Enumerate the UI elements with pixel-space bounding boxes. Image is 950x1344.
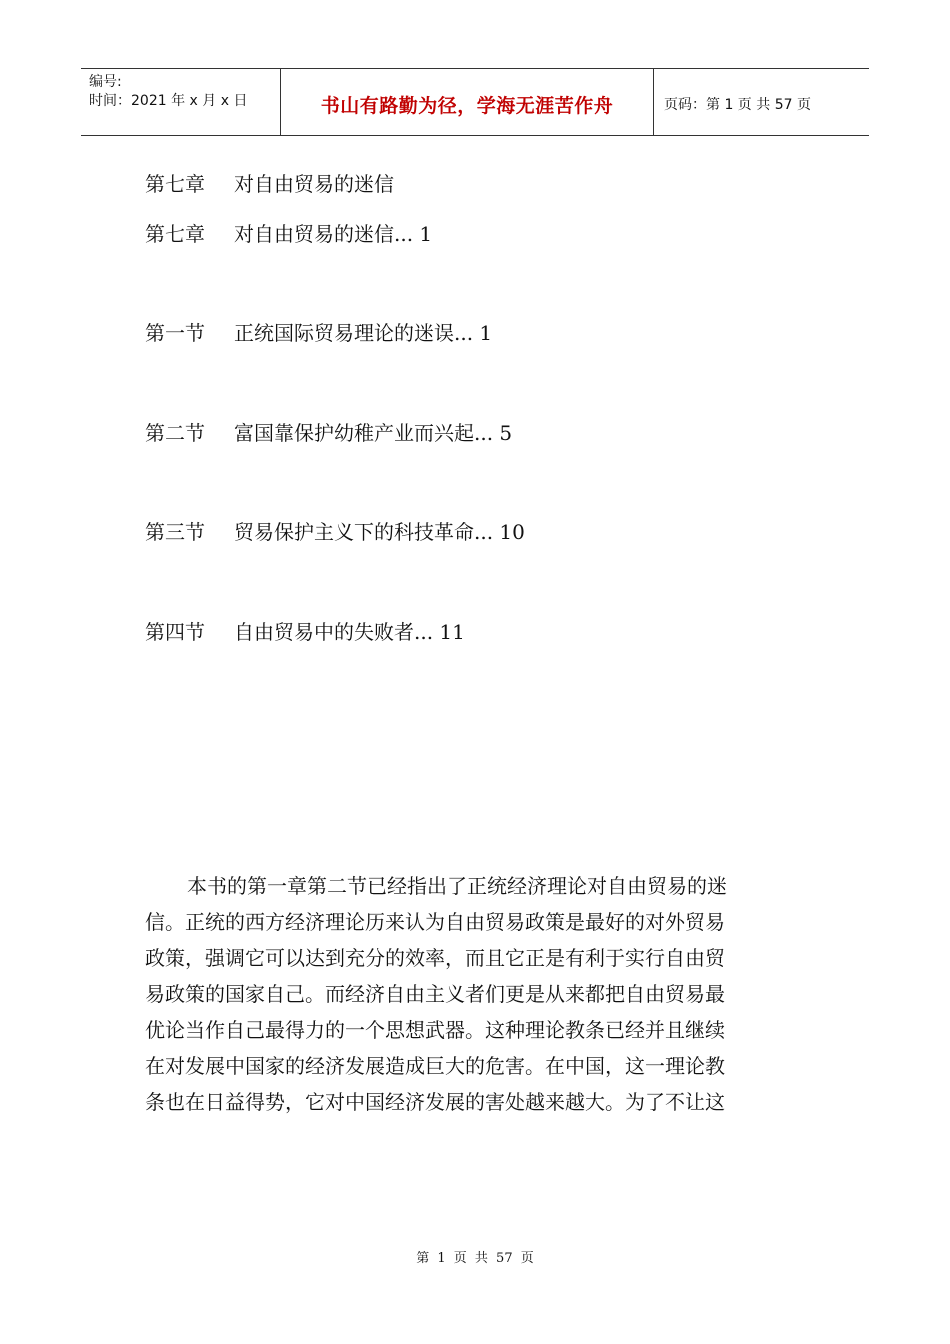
paragraph-line: 易政策的国家自己。而经济自由主义者们更是从来都把自由贸易最 <box>145 982 725 1006</box>
paragraph-line: 优论当作自己最得力的一个思想武器。这种理论教条已经并且继续 <box>145 1018 725 1042</box>
body-paragraph <box>145 868 807 1120</box>
chapter-number: 第七章 <box>145 172 205 196</box>
toc-entry-text: 富国靠保护幼稚产业而兴起... 5 <box>234 421 513 445</box>
page-header <box>81 68 869 136</box>
toc-entry[interactable] <box>145 519 525 545</box>
toc-entry[interactable] <box>145 619 465 645</box>
toc-entry[interactable] <box>145 320 492 346</box>
header-meta <box>81 69 281 135</box>
paragraph-line: 在对发展中国家的经济发展造成巨大的危害。在中国，这一理论教 <box>145 1054 725 1078</box>
toc-entry-text: 贸易保护主义下的科技革命... 10 <box>234 520 525 544</box>
paragraph-line: 信。正统的西方经济理论历来认为自由贸易政策是最好的对外贸易 <box>145 910 725 934</box>
toc-entry-label: 第二节 <box>145 421 205 445</box>
header-motto: 书山有路勤为径，学海无涯苦作舟 <box>281 69 654 135</box>
toc-entry-label: 第一节 <box>145 321 205 345</box>
document-number: 编号: <box>89 74 122 90</box>
header-page-info: 页码：第 1 页 共 57 页 <box>664 97 811 113</box>
paragraph-line: 政策，强调它可以达到充分的效率，而且它正是有利于实行自由贸 <box>145 946 725 970</box>
toc-entry-label: 第三节 <box>145 520 205 544</box>
page-footer: 第 1 页 共 57 页 <box>416 1251 534 1266</box>
toc-entry-text: 自由贸易中的失败者... 11 <box>234 620 465 644</box>
toc-entry[interactable] <box>145 420 512 446</box>
paragraph-line: 本书的第一章第二节已经指出了正统经济理论对自由贸易的迷 <box>187 874 727 898</box>
paragraph-line: 条也在日益得势，它对中国经济发展的害处越来越大。为了不让这 <box>145 1090 725 1114</box>
toc-entry-text: 正统国际贸易理论的迷误... 1 <box>234 321 493 345</box>
toc-entry-label: 第四节 <box>145 620 205 644</box>
toc-entry-label: 第七章 <box>145 222 205 246</box>
chapter-title: 对自由贸易的迷信 <box>234 172 394 196</box>
toc-entry[interactable] <box>145 221 432 247</box>
chapter-heading <box>145 171 394 197</box>
toc-entry-text: 对自由贸易的迷信... 1 <box>234 222 433 246</box>
document-date: 时间：2021 年 x 月 x 日 <box>89 93 248 109</box>
